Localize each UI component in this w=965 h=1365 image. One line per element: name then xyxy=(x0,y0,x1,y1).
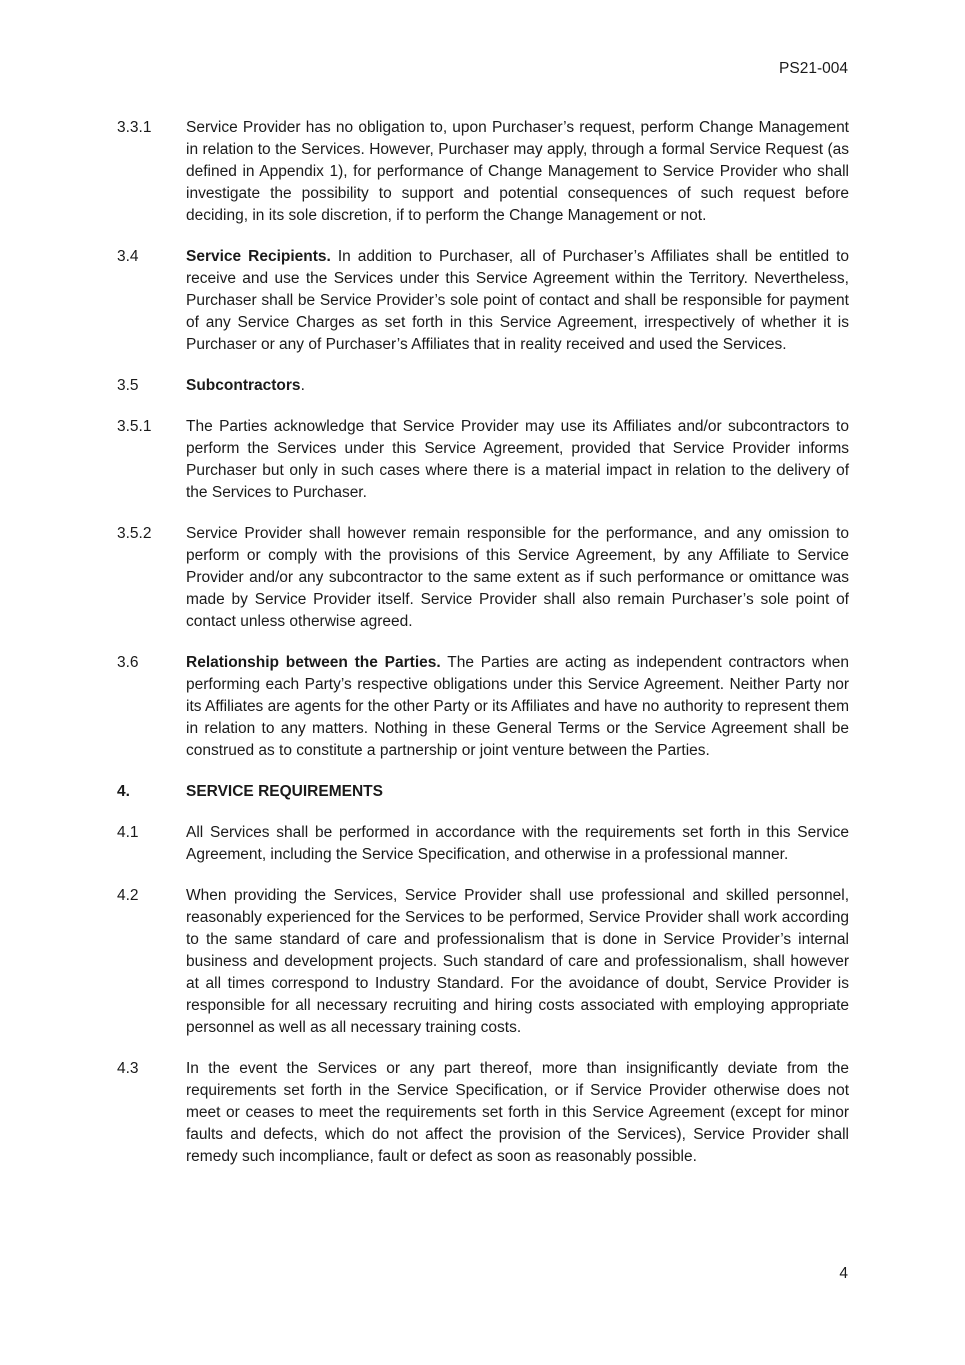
clause-text: All Services shall be performed in accordance with the requirements set forth in this Service Agreement, including the Service Specification, and otherwise in a professional manner. xyxy=(186,824,849,863)
clause-list xyxy=(117,117,849,1187)
section-heading-4 xyxy=(117,781,849,803)
clause-text: In addition to Purchaser, all of Purchaser’s Affiliates shall be entitled to receive and use the Services under this Service Agreement within the Territory. Nevertheless, Purchaser shall be Service Provider’s sole point of contact and shall be responsible for payment of any Service Charges as set forth in this Service Agreement, irrespectively of whether it is Purchaser or any of Purchaser’s Affiliates that in reality received and used the Services. xyxy=(186,248,849,353)
clause-number: 3.3.1 xyxy=(117,119,152,136)
clause-3-5 xyxy=(117,375,849,397)
clause-body xyxy=(186,246,849,356)
clause-body xyxy=(186,375,849,397)
section-number: 4. xyxy=(117,783,130,800)
clause-title: Relationship between the Parties. xyxy=(186,654,441,671)
clause-4-3 xyxy=(117,1058,849,1168)
page-number: 4 xyxy=(839,1265,848,1282)
section-title: SERVICE REQUIREMENTS xyxy=(186,783,383,800)
clause-3-4 xyxy=(117,246,849,356)
clause-text: . xyxy=(300,377,305,394)
clause-3-5-1 xyxy=(117,416,849,504)
clause-text: The Parties acknowledge that Service Provider may use its Affiliates and/or subcontractors to perform the Services under this Service Agreement, provided that Service Provider informs Purchaser but only in such cases where there is a material impact in relation to the delivery of the Services to Purchaser. xyxy=(186,418,849,501)
clause-body xyxy=(186,652,849,762)
clause-number: 3.6 xyxy=(117,654,139,671)
clause-number: 3.5 xyxy=(117,377,139,394)
clause-text: When providing the Services, Service Provider shall use professional and skilled personnel, reasonably experienced for the Services to be performed, Service Provider shall work according to the same standard of care and professionalism that is done in Service Provider’s internal business and development projects. Such standard of care and professionalism, shall however at all times correspond to Industry Standard. For the avoidance of doubt, Service Provider is responsible for all necessary recruiting and hiring costs associated with employing appropriate personnel as well as all necessary training costs. xyxy=(186,887,849,1036)
clause-text: Service Provider has no obligation to, upon Purchaser’s request, perform Change Management in relation to the Services. However, Purchaser may apply, through a formal Service Request (as defined in Appendix 1), for performance of Change Management to Service Provider who shall investigate the possibility to support and potential consequences of such request before deciding, in its sole discretion, if to perform the Change Management or not. xyxy=(186,119,849,224)
clause-number: 4.1 xyxy=(117,824,139,841)
clause-text: The Parties are acting as independent contractors when performing each Party’s respective obligations under this Service Agreement. Neither Party nor its Affiliates are agents for the other Party or its Affiliates and have no authority to represent them in relation to any matters. Nothing in these General Terms or the Service Agreement shall be construed as to constitute a partnership or joint venture between the Parties. xyxy=(186,654,849,759)
clause-3-3-1 xyxy=(117,117,849,227)
clause-number: 3.5.1 xyxy=(117,418,152,435)
clause-text: In the event the Services or any part thereof, more than insignificantly deviate from the requirements set forth in the Service Specification, or if Service Provider otherwise does not meet or ceases to meet the requirements set forth in this Service Agreement (except for minor faults and defects, which do not affect the provision of the Services), Service Provider shall remedy such incompliance, fault or defect as soon as reasonably possible. xyxy=(186,1060,849,1165)
clause-number: 3.4 xyxy=(117,248,139,265)
clause-4-1 xyxy=(117,822,849,866)
clause-title: Service Recipients. xyxy=(186,248,331,265)
clause-4-2 xyxy=(117,885,849,1039)
clause-title: Subcontractors xyxy=(186,377,301,394)
clause-3-5-2 xyxy=(117,523,849,633)
document-reference: PS21-004 xyxy=(779,60,848,77)
clause-number: 3.5.2 xyxy=(117,525,152,542)
clause-number: 4.3 xyxy=(117,1060,139,1077)
clause-3-6 xyxy=(117,652,849,762)
clause-number: 4.2 xyxy=(117,887,139,904)
clause-text: Service Provider shall however remain responsible for the performance, and any omission to perform or comply with the provisions of this Service Agreement, by any Affiliate to Service Provider and/or any subcontractor to the same extent as if such performance or omittance was made by Service Provider itself. Service Provider shall also remain Purchaser’s sole point of contact unless otherwise agreed. xyxy=(186,525,849,630)
